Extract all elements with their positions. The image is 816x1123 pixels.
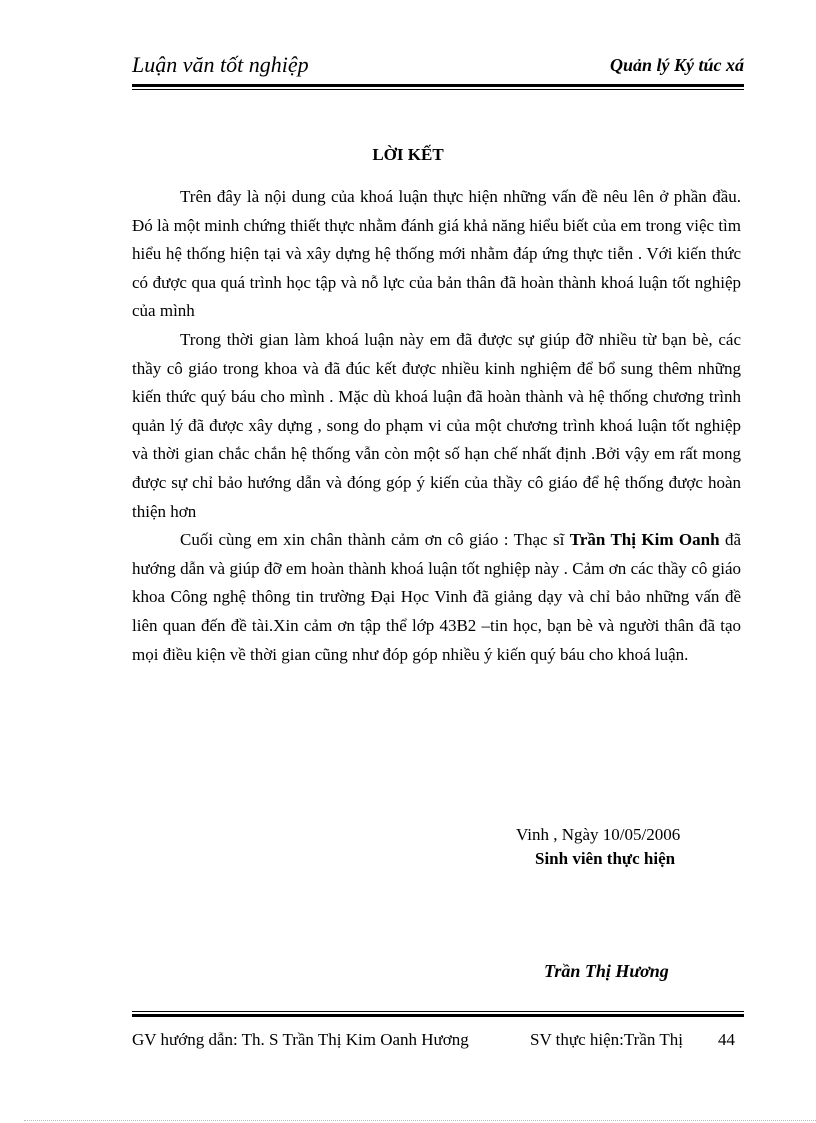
- signature-date: Vinh , Ngày 10/05/2006: [516, 825, 681, 844]
- running-header-title: Luận văn tốt nghiệp: [132, 52, 309, 77]
- page-number: 44: [718, 1030, 735, 1049]
- closing-text-1: Cuối cùng em xin chân thành cảm ơn cô giáo : Thạc sĩ: [180, 530, 570, 550]
- page-edge-divider: [24, 1120, 816, 1121]
- footer-rule-thick: [132, 1014, 744, 1017]
- header-rule-thick: [132, 84, 744, 87]
- footer-rule-thin: [132, 1011, 744, 1012]
- paragraph-3: [132, 526, 741, 669]
- footer-student: SV thực hiện:Trần Thị: [530, 1030, 683, 1049]
- header-rule-thin: [132, 89, 744, 90]
- footer-advisor: GV hướng dẫn: Th. S Trần Thị Kim Oanh Hương: [132, 1030, 469, 1049]
- paragraph-2: Trong thời gian làm khoá luận này em đã được sự giúp đỡ nhiều từ bạn bè, các thầy cô giáo trong khoa và đã đúc kết được nhiều kinh nghiệm để bổ sung thêm những kiến thức quý báu cho mình . Mặc dù khoá luận đã hoàn thành và hệ thống chương trình quản lý đã được xây dựng , song do phạm vi của một chương trình khoá luận tốt nghiệp và thời gian chắc chắn hệ thống vẫn còn một số hạn chế nhất định .Bởi vậy em rất mong được sự chỉ bảo hướng dẫn và đóng góp ý kiến của thầy cô giáo để hệ thống được hoàn thiện hơn: [132, 329, 741, 521]
- signature-name: Trần Thị Hương: [544, 961, 669, 981]
- signature-role: Sinh viên thực hiện: [535, 849, 676, 868]
- paragraph-1: Trên đây là nội dung của khoá luận thực hiện những vấn đề nêu lên ở phần đầu. Đó là một minh chứng thiết thực nhằm đánh giá khả năng hiểu biết của em trong việc tìm hiểu hệ thống hiện tại và xây dựng hệ thống mới nhằm đáp ứng thực tiễn . Với kiến thức có được qua quá trình học tập và nỗ lực của bản thân đã hoàn thành khoá luận tốt nghiệp của mình: [132, 187, 741, 321]
- running-header-topic: Quản lý Ký túc xá: [609, 55, 744, 75]
- body-text: [132, 183, 741, 669]
- advisor-name: Trần Thị Kim Oanh: [569, 530, 720, 550]
- closing-text-2: đã hướng dẫn và giúp đỡ em hoàn thành khoá luận tốt nghiệp này . Cảm ơn các thầy cô giáo khoa Công nghệ thông tin trường Đại Học Vinh đã giảng dạy và chỉ bảo những vấn đề liên quan đến đề tài.Xin cảm ơn tập thể lớp 43B2 –tin học, bạn bè và người thân đã tạo mọi điều kiện về thời gian cũng như đóp góp nhiều ý kiến quý báu cho khoá luận.: [132, 530, 741, 664]
- section-title: LỜI KẾT: [372, 145, 444, 164]
